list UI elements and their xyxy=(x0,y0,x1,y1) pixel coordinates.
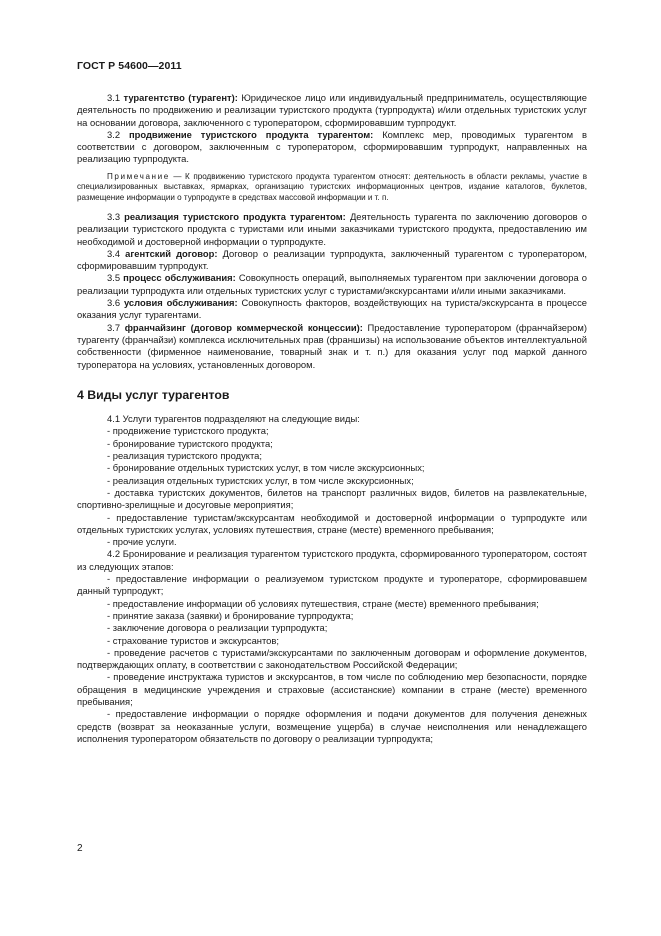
term-number: 3.6 xyxy=(107,297,121,309)
term-3-7 xyxy=(77,322,587,371)
term-number: 3.5 xyxy=(107,272,121,284)
term-3-1 xyxy=(77,92,587,129)
list-item: - предоставление информации о порядке оформления и подачи документов для получения денежных средств (возврат за неоказанные услуги, возмещение ущерба) в случае неисполнения или ненадлежащего исполнения туроператором обязательств по договору о реализации турпродукта; xyxy=(77,708,587,744)
term-number: 3.1 xyxy=(107,92,121,103)
term-name: агентский договор: xyxy=(125,247,218,259)
term-definition: Комплекс мер, проводимых турагентом в соответствии с договором, заключенным с туроператором, сформировавшим турпродукт, направленных на реализацию турпродукта. xyxy=(77,128,587,165)
list-item: - реализация туристского продукта; xyxy=(107,450,262,462)
list-item: - проведение расчетов с туристами/экскурсантами по заключенным договорам и оформление документов, подтверждающих оплату, в соответствии с законодательством Российской Федерации; xyxy=(77,646,587,671)
term-name: процесс обслуживания: xyxy=(123,272,236,284)
list-item: - продвижение туристского продукта; xyxy=(107,425,269,437)
term-definition: Предоставление туроператором (франчайзером) турагенту (франчайзи) комплекса исключительных прав (франшизы) на использование объектов интеллектуальной собственности (фирменное наименование, товарный знак и т. п.) для оказания услуг под маркой данного туроператора на условиях, установленных договором. xyxy=(77,321,587,370)
list-item: - предоставление информации о реализуемом туристском продукте и туроператоре, сформировавшем данный турпродукт; xyxy=(77,573,587,597)
term-number: 3.7 xyxy=(107,321,121,333)
list-item: - страхование туристов и экскурсантов; xyxy=(107,634,279,646)
term-definition: Договор о реализации турпродукта, заключенный турагентом с туроператором, сформировавшим турпродукт. xyxy=(77,247,588,272)
term-name: франчайзинг (договор коммерческой концессии): xyxy=(124,321,363,333)
term-3-2 xyxy=(77,129,587,166)
list-item: - реализация отдельных туристских услуг, в том числе экскурсионных; xyxy=(107,474,414,486)
list-item: - принятие заказа (заявки) и бронирование турпродукта; xyxy=(107,609,354,621)
list-item: - доставка туристских документов, билетов на транспорт различных видов, билетов на развлекательные, спортивно-зрелищные и досуговые мероприятия; xyxy=(77,486,587,511)
term-number: 3.2 xyxy=(107,128,121,140)
list-item: - бронирование туристского продукта; xyxy=(107,437,273,449)
note-text: — К продвижению туристского продукта турагентом относят: деятельность в области рекламы, участие в специализированных выставках, ярмарках, организацию туристских информационных центров, издание каталогов, буклетов, размещение информации о турпродукте в средствах массовой информации и т. п. xyxy=(77,171,587,202)
term-definition: Юридическое лицо или индивидуальный предприниматель, осуществляющие деятельность по продвижению и реализации туристского продукта (турпродукта) и/или отдельных туристских услуг на основании договора, заключенного с туроператором, сформировавшим турпродукт. xyxy=(77,92,587,128)
term-3-4 xyxy=(77,248,587,273)
term-3-6 xyxy=(77,297,587,322)
term-3-3 xyxy=(77,211,587,248)
list-item: - заключение договора о реализации турпродукта; xyxy=(107,622,328,634)
document-header: ГОСТ Р 54600—2011 xyxy=(77,60,182,72)
clause-4-2-intro: 4.2 Бронирование и реализация турагентом туристского продукта, сформированного туроператором, состоят из следующих этапов: xyxy=(77,548,587,572)
note-block xyxy=(77,172,587,203)
list-item: - предоставление туристам/экскурсантам необходимой и достоверной информации о турпродукте или отдельных туристских услугах, условиях путешествия, стране (месте) временного пребывания; xyxy=(77,511,587,535)
term-3-5 xyxy=(77,272,587,297)
note-label: Примечание xyxy=(107,171,170,181)
section-title: 4 Виды услуг турагентов xyxy=(77,387,230,402)
term-definition: Деятельность турагента по заключению договоров о реализации туристского продукта с туристами или иными заказчиками туристского продукта, предоставлению им необходимой и достоверной информации о турпродукте. xyxy=(77,211,587,247)
list-item: - предоставление информации об условиях путешествия, стране (месте) временного пребывания; xyxy=(107,597,539,609)
document-body xyxy=(77,92,587,745)
term-number: 3.4 xyxy=(107,247,121,259)
term-name: условия обслуживания: xyxy=(123,297,238,309)
term-name: турагентство (турагент): xyxy=(123,92,238,103)
term-name: продвижение туристского продукта турагентом: xyxy=(128,128,374,140)
list-item: - бронирование отдельных туристских услуг, в том числе экскурсионных; xyxy=(107,462,425,474)
term-number: 3.3 xyxy=(107,211,121,222)
term-definition: Совокупность операций, выполняемых турагентом при заключении договора о реализации турпродукта или отдельных туристских услуг с туристами/экскурсантами и/или иными заказчиками. xyxy=(77,272,587,296)
list-item: - прочие услуги. xyxy=(107,536,177,548)
term-name: реализация туристского продукта турагентом: xyxy=(124,211,346,222)
term-definition: Совокупность факторов, воздействующих на туриста/экскурсанта в процессе оказания услуг турагентами. xyxy=(77,297,588,321)
list-item: - проведение инструктажа туристов и экскурсантов, в том числе по соблюдению мер безопасности, порядке обращения в медицинские учреждения и страховые (ассистанские) компании в стране (месте) временного пребывания; xyxy=(77,671,587,707)
page-number: 2 xyxy=(77,843,83,854)
clause-4-1-intro: 4.1 Услуги турагентов подразделяют на следующие виды: xyxy=(107,413,360,425)
